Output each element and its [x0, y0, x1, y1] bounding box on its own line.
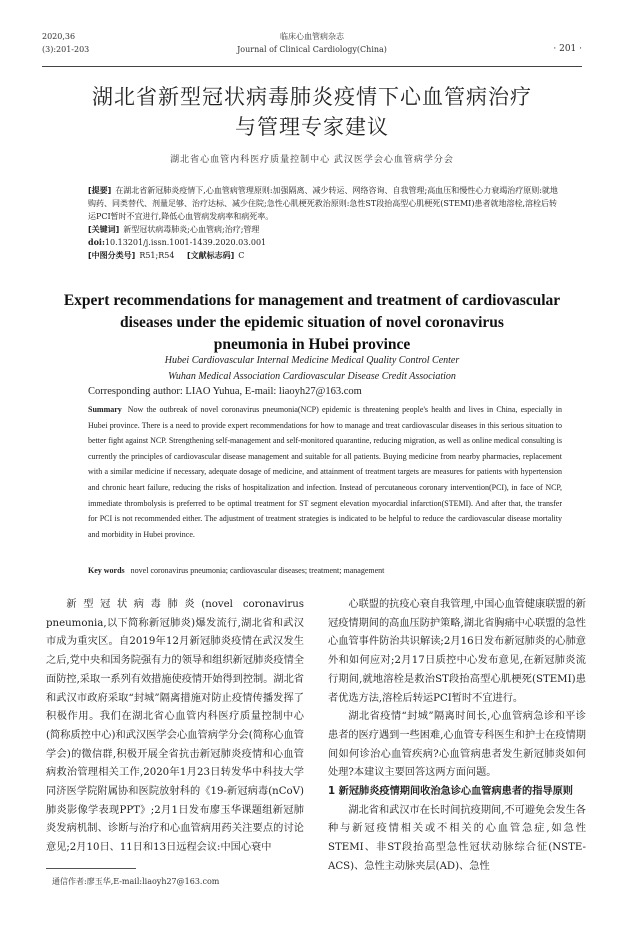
- keywords-cn: [88, 223, 562, 236]
- issue-line: (3):201-203: [42, 45, 90, 54]
- section-heading: 1 新冠肺炎疫情期间收治急诊心血管病患者的指导原则: [328, 786, 573, 798]
- body-paragraph: 湖北省和武汉市在长时间抗疫期间,不可避免会发生各种与新冠疫情相关或不相关的心血管急症,如急性STEMI、非ST段抬高型急性冠状动脉综合征(NSTE-ACS)、急性主动脉夹层(AD)、急性: [328, 804, 586, 872]
- page-number: · 201 ·: [553, 44, 582, 54]
- volume-line: 2020,36: [42, 32, 76, 41]
- keywords-en-label: Key words: [88, 566, 125, 575]
- keywords-en-text: novel coronavirus pneumonia; cardiovascular diseases; treatment; management: [130, 566, 385, 575]
- title-cn-line1: 湖北省新型冠状病毒肺炎疫情下心血管病治疗: [92, 85, 532, 109]
- doi-value: 10.13201/j.issn.1001-1439.2020.03.001: [104, 238, 267, 247]
- running-header: [42, 30, 582, 64]
- journal-name: [42, 30, 582, 56]
- summary-en: [88, 402, 562, 542]
- class-label: [中图分类号]: [88, 251, 136, 260]
- body-paragraph: 新型冠状病毒肺炎(novel coronavirus pneumonia,以下简称新冠肺炎)爆发流行,湖北省和武汉市成为重灾区。自2019年12月新冠肺炎疫情在武汉发生之后,党中央和国务院强有力的领导和组织新冠肺炎疫情全面防控,采取一系列有效措施使疫情开始得到控制。湖北省和武汉市政府采取“封城”隔离措施对防止疫情传播发挥了积极作用。我们在湖北省心血管内科医疗质量控制中心(简称质控中心)和武汉医学会心血管病学分会(简称心血管学会)的微信群,积极开展全省抗击新冠肺炎疫情和心血管病救治管理相关工作,2020年1月23日转发华中科技大学同济医学院附属协和医院放射科的《19-新冠病毒(nCoV)肺炎影像学表现PPT》;2月1日发布廖玉华课题组新冠肺炎发病机制、诊断与治疗和心血管病用药关注要点的讨论意见;2月10日、11日和13日远程会议:中国心衰中: [46, 599, 304, 854]
- keywords-en: [88, 566, 562, 575]
- title-cn-line2: 与管理专家建议: [235, 115, 389, 139]
- institutions-en: [40, 353, 584, 385]
- title-en-line2: diseases under the epidemic situation of novel coronavirus: [120, 314, 504, 331]
- body-column-right: [328, 596, 586, 877]
- summary-label: Summary: [88, 405, 122, 414]
- journal-name-cn: 临床心血管病杂志: [280, 32, 344, 41]
- keywords-cn-label: [关键词]: [88, 225, 120, 234]
- footnote-rule: [46, 868, 136, 869]
- title-cn: [40, 82, 584, 142]
- doi-line: [88, 236, 562, 249]
- docid-value: C: [238, 251, 245, 260]
- abstract-label: [提要]: [88, 186, 112, 195]
- abstract-cn: [88, 184, 562, 262]
- body-paragraph: 湖北省疫情“封城”隔离时间长,心血管病急诊和平诊患者的医疗遇到一些困难,心血管专科医生和护士在疫情期间如何诊治心血管疾病?心血管病患者发生新冠肺炎如何处理?本建议主要回答这两方面问题。: [328, 711, 586, 779]
- docid-label: [文献标志码]: [186, 251, 235, 260]
- journal-name-en: Journal of Clinical Cardiology(China): [237, 45, 387, 54]
- title-en: [40, 290, 584, 356]
- class-value: R51;R54: [139, 251, 175, 260]
- abstract-cn-body: [88, 184, 562, 223]
- header-rule: [42, 66, 582, 67]
- title-en-line3: pneumonia in Hubei province: [213, 336, 411, 353]
- summary-text: Now the outbreak of novel coronavirus pneumonia(NCP) epidemic is threatening people's health and lives in China, especially in Hubei province. There is a need to provide expert recommendations for how to manage and treat cardiovascular diseases in this serious situation to better fight against NCP. Strengthening self-management and self-monitored quarantine, reducing migration, as well as online medical consulting is currently the principles of cardiovascular disease management and suitable for all patients. Buying medicine from nearby pharmacies, replacement with a similar medicine if necessary, adequate dosage of medicine, and attainment of treatment targets are measures for patients with hypertension and chronic heart failure, reducing the risks of hospitalization and infection. Instead of percutaneous coronary intervention(PCI), in face of NCP, immediate thrombolysis is preferred to be optimal treatment for ST segment elevation myocardial infarction(STEMI). And after that, the transfer for PCI is not recommended either. The adjustment of treatment strategies is indicated to be helpful to reduce the cardiovascular disease mortality and morbidity in Hubei province.: [88, 405, 562, 539]
- footnote: 通信作者:廖玉华,E-mail:liaoyh27@163.com: [52, 877, 220, 886]
- keywords-cn-text: 新型冠状病毒肺炎;心血管病;治疗;管理: [123, 225, 260, 234]
- body-column-left: [46, 596, 304, 858]
- classification-line: [88, 249, 562, 262]
- body-paragraph: 心联盟的抗疫心衰自我管理,中国心血管健康联盟的新冠疫情期间的高血压防护策略,湖北省胸痛中心联盟的急性心血管事件防治共识解读;2月16日发布新冠肺炎的心肺意外和如何应对;2月17日质控中心发布意见,在新冠肺炎流行期间,就地溶栓是救治ST段抬高型心肌梗死(STEMI)患者优选方法,溶栓后转运PCI暂时不宜进行。: [328, 599, 586, 704]
- authors-cn: 湖北省心血管内科医疗质量控制中心 武汉医学会心血管病学分会: [170, 155, 454, 165]
- institution-en-1: Hubei Cardiovascular Internal Medicine Medical Quality Control Center: [164, 355, 460, 366]
- abstract-text: 在湖北省新冠肺炎疫情下,心血管病管理原则:加强隔离、减少转运、网络咨询、自我管理;高血压和慢性心力衰竭治疗原则:就地购药、同类替代、剂量足够、治疗达标、减少住院;急性心肌梗死救治原则:急性ST段抬高型心肌梗死(STEMI)患者就地溶栓,溶栓后转运PCI暂时不宜进行,降低心血管病发病率和病死率。: [88, 186, 558, 221]
- doi-label: doi:: [88, 237, 105, 247]
- corresponding-author-en: Corresponding author: LIAO Yuhua, E-mail: liaoyh27@163.com: [88, 386, 362, 397]
- institution-en-2: Wuhan Medical Association Cardiovascular Disease Credit Association: [168, 371, 456, 382]
- title-en-line1: Expert recommendations for management and treatment of cardiovascular: [63, 292, 561, 309]
